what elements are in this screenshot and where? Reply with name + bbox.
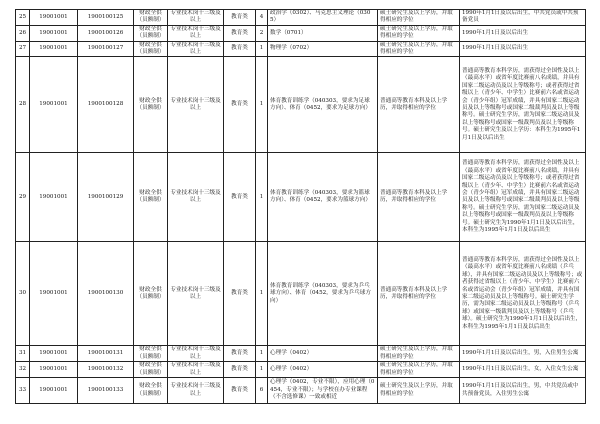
unit-code: 19001001	[30, 242, 78, 346]
post-code: 1900100126	[78, 25, 134, 41]
education-requirement: 普通高等教育本科及以上学历，并取得相应的学位	[378, 57, 460, 153]
row-number: 32	[16, 362, 30, 378]
post-level: 专业技术岗十三级及以上	[168, 362, 224, 378]
row-number: 33	[16, 378, 30, 404]
post-level: 专业技术岗十三级及以上	[168, 57, 224, 153]
table-row	[16, 10, 586, 26]
post-code: 1900100132	[78, 362, 134, 378]
post-name: 财政全供（员额制）	[134, 41, 168, 57]
post-name: 财政全供（员额制）	[134, 242, 168, 346]
other-requirement: 1990年1月1日及以后出生，男，中共党员或中共预备党员，入住男生公寓	[460, 378, 586, 404]
major-requirement: 体育教育训练学（040303，要求为足球方向）、体育（0452，要求为足球方向）	[268, 57, 378, 153]
recruitment-table-page	[15, 9, 585, 421]
post-level: 专业技术岗十三级及以上	[168, 378, 224, 404]
post-code: 1900100127	[78, 41, 134, 57]
major-requirement: 心理学（0402）	[268, 362, 378, 378]
table-row	[16, 346, 586, 362]
other-requirement: 1990年1月1日及以后出生	[460, 25, 586, 41]
table-row	[16, 25, 586, 41]
row-number: 28	[16, 57, 30, 153]
post-name: 财政全供（员额制）	[134, 362, 168, 378]
post-name: 财政全供（员额制）	[134, 57, 168, 153]
row-number: 25	[16, 10, 30, 26]
post-code: 1900100133	[78, 378, 134, 404]
other-requirement: 1990年1月1日及以后出生，男，入住男生公寓	[460, 346, 586, 362]
table-row	[16, 57, 586, 153]
education-requirement: 普通高等教育本科及以上学历，并取得相应的学位	[378, 153, 460, 242]
post-name: 财政全供（员额制）	[134, 25, 168, 41]
hire-count: 1	[256, 362, 268, 378]
education-requirement: 硕士研究生及以上学历，并取得相应的学位	[378, 25, 460, 41]
education-requirement: 硕士研究生及以上学历，并取得相应的学位	[378, 10, 460, 26]
table-row	[16, 242, 586, 346]
post-name: 财政全供（员额制）	[134, 10, 168, 26]
post-level: 专业技术岗十三级及以上	[168, 41, 224, 57]
hire-count: 2	[256, 25, 268, 41]
education-requirement: 硕士研究生及以上学历，并取得相应的学位	[378, 41, 460, 57]
row-number: 26	[16, 25, 30, 41]
unit-code: 19001001	[30, 378, 78, 404]
hire-count: 1	[256, 57, 268, 153]
recruitment-table	[15, 9, 586, 404]
post-category: 教育类	[224, 242, 256, 346]
table-row	[16, 378, 586, 404]
post-category: 教育类	[224, 57, 256, 153]
unit-code: 19001001	[30, 25, 78, 41]
post-level: 专业技术岗十三级及以上	[168, 153, 224, 242]
post-category: 教育类	[224, 346, 256, 362]
unit-code: 19001001	[30, 41, 78, 57]
major-requirement: 数学（0701）	[268, 25, 378, 41]
hire-count: 1	[256, 242, 268, 346]
post-code: 1900100128	[78, 57, 134, 153]
other-requirement: 1990年1月1日及以后出生，中共党员或中共预备党员	[460, 10, 586, 26]
post-code: 1900100125	[78, 10, 134, 26]
major-requirement: 体育教育训练学（040303，要求为乒乓球方向）、体育（0452，要求为乒乓球方向）	[268, 242, 378, 346]
major-requirement: 物理学（0702）	[268, 41, 378, 57]
unit-code: 19001001	[30, 153, 78, 242]
post-name: 财政全供（员额制）	[134, 153, 168, 242]
unit-code: 19001001	[30, 57, 78, 153]
major-requirement: 心理学（0402）	[268, 346, 378, 362]
post-category: 教育类	[224, 362, 256, 378]
other-requirement: 普通高等教育本科学历，需获得过全国性及以上（最高水平）或省年度比赛前八名成绩（乒乓球），并具有国家二级运动员及以上等级称号；或者获得过省级以上（青少年、中学生）比赛前六名或省运动会（青少年组）冠军成绩，并具有国家二级运动员及以上等级称号。硕士研究生学历，需为国家二级运动员及以上等级称号（乒乓球）或国家一级裁判员及以上等级称号（乒乓球）。硕士研究生为1990年1月1日及以后出生，本科生为1995年1月1日及以后出生	[460, 242, 586, 346]
row-number: 27	[16, 41, 30, 57]
post-category: 教育类	[224, 153, 256, 242]
unit-code: 19001001	[30, 10, 78, 26]
post-category: 教育类	[224, 10, 256, 26]
post-name: 财政全供（员额制）	[134, 378, 168, 404]
major-requirement: 体育教育训练学（040303，要求为篮球方向）、体育（0452，要求为篮球方向）	[268, 153, 378, 242]
education-requirement: 硕士研究生及以上学历，并取得相应的学位	[378, 362, 460, 378]
table-row	[16, 362, 586, 378]
post-category: 教育类	[224, 41, 256, 57]
hire-count: 1	[256, 346, 268, 362]
post-code: 1900100129	[78, 153, 134, 242]
other-requirement: 1990年1月1日及以后出生，女，入住女生公寓	[460, 362, 586, 378]
post-level: 专业技术岗十三级及以上	[168, 346, 224, 362]
post-code: 1900100131	[78, 346, 134, 362]
education-requirement: 硕士研究生及以上学历，并取得相应的学位	[378, 346, 460, 362]
major-requirement: 政治学（0302）、马克思主义理论（0305）	[268, 10, 378, 26]
hire-count: 4	[256, 10, 268, 26]
table-row	[16, 41, 586, 57]
education-requirement: 普通高等教育本科及以上学历，并取得相应的学位	[378, 242, 460, 346]
row-number: 31	[16, 346, 30, 362]
hire-count: 1	[256, 153, 268, 242]
major-requirement: 心理学（0402，专业不限），应用心理（0454，专业不限）；与学校在办专业课程（不含选修课）一致或相近	[268, 378, 378, 404]
education-requirement: 硕士研究生及以上学历，并取得相应的学位	[378, 378, 460, 404]
unit-code: 19001001	[30, 362, 78, 378]
post-name: 财政全供（员额制）	[134, 346, 168, 362]
post-level: 专业技术岗十三级及以上	[168, 242, 224, 346]
other-requirement: 普通高等教育本科学历，需获得过全国性及以上（最高水平）或省年度比赛前八名成绩，并具有国家二级运动员及以上等级称号；或者获得过省级以上（青少年、中学生）比赛前六名或省运动会（青少年组）冠军成绩，并具有国家二级运动员及以上等级称号或国家二级裁判员及以上等级称号。硕士研究生学历，需为国家二级运动员及以上等级称号或国家一级裁判员及以上等级称号。硕士研究生为1990年1月1日及以后出生，本科生为1995年1月1日及以后出生	[460, 153, 586, 242]
post-level: 专业技术岗十三级及以上	[168, 10, 224, 26]
other-requirement: 普通高等教育本科学历，需获得过全国性及以上（最高水平）或省年度比赛前八名成绩，并具有国家二级运动员及以上等级称号；或者获得过省级以上（青少年、中学生）比赛前六名或省运动会（青少年组）冠军成绩，并具有国家二级运动员及以上等级称号或国家二级裁判员及以上等级称号。硕士研究生学历，需为国家二级运动员及以上等级称号或国家一级裁判员及以上等级称号。硕士研究生及以上学历：本科生为1995年1月1日及以后出生	[460, 57, 586, 153]
post-category: 教育类	[224, 378, 256, 404]
row-number: 30	[16, 242, 30, 346]
unit-code: 19001001	[30, 346, 78, 362]
row-number: 29	[16, 153, 30, 242]
hire-count: 6	[256, 378, 268, 404]
post-code: 1900100130	[78, 242, 134, 346]
table-row	[16, 153, 586, 242]
other-requirement: 1990年1月1日及以后出生	[460, 41, 586, 57]
post-category: 教育类	[224, 25, 256, 41]
hire-count: 1	[256, 41, 268, 57]
post-level: 专业技术岗十三级及以上	[168, 25, 224, 41]
